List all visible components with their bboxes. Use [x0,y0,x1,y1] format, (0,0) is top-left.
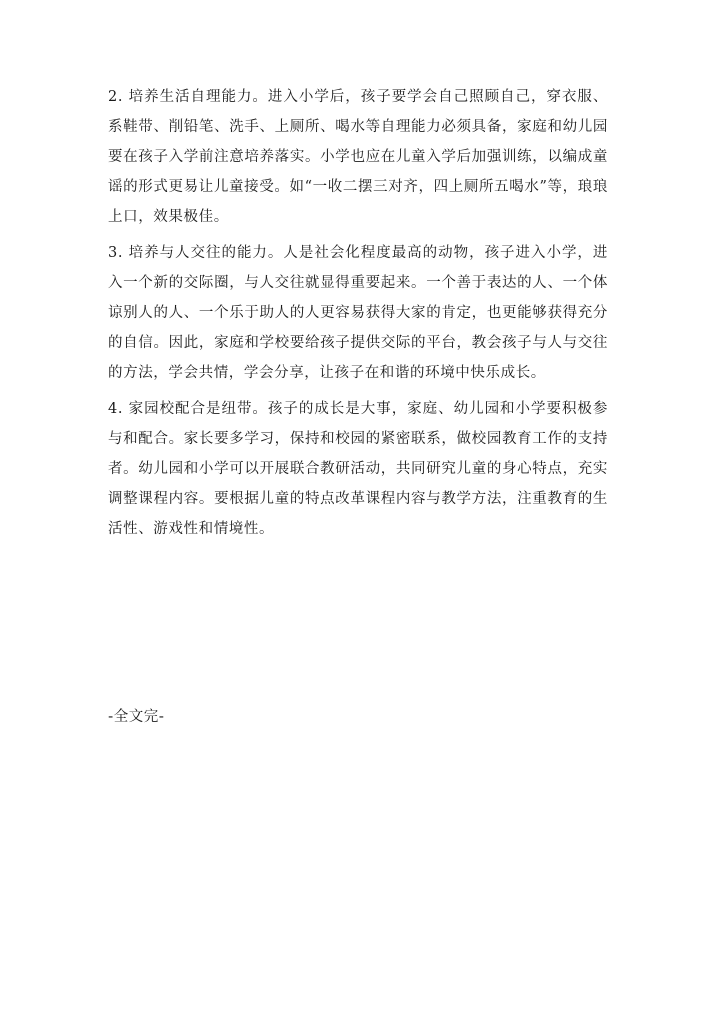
paragraph-self-care: 2. 培养生活自理能力。进入小学后，孩子要学会自己照顾自己，穿衣服、系鞋带、削铅笔、洗手、上厕所、喝水等自理能力必须具备，家庭和幼儿园要在孩子入学前注意培养落实。小学也应在儿童入学后加强训练，以编成童谣的形式更易让儿童接受。如“一收二摆三对齐，四上厕所五喝水”等，琅琅上口，效果极佳。 [108,89,608,225]
document-body [108,82,608,550]
paragraph-social-skills: 3. 培养与人交往的能力。人是社会化程度最高的动物，孩子进入小学，进入一个新的交际圈，与人交往就显得重要起来。一个善于表达的人、一个体谅别人的人、一个乐于助人的人更容易获得大家的肯定，也更能够获得充分的自信。因此，家庭和学校要给孩子提供交际的平台，教会孩子与人与交往的方法，学会共情，学会分享，让孩子在和谐的环境中快乐成长。 [108,245,608,381]
end-of-document-mark: -全文完- [108,709,165,725]
paragraph-home-school-cooperation: 4. 家园校配合是纽带。孩子的成长是大事，家庭、幼儿园和小学要积极参与和配合。家长要多学习，保持和校园的紧密联系，做校园教育工作的支持者。幼儿园和小学可以开展联合教研活动，共同研究儿童的身心特点，充实调整课程内容。要根据儿童的特点改革课程内容与教学方法，注重教育的生活性、游戏性和情境性。 [108,401,608,537]
